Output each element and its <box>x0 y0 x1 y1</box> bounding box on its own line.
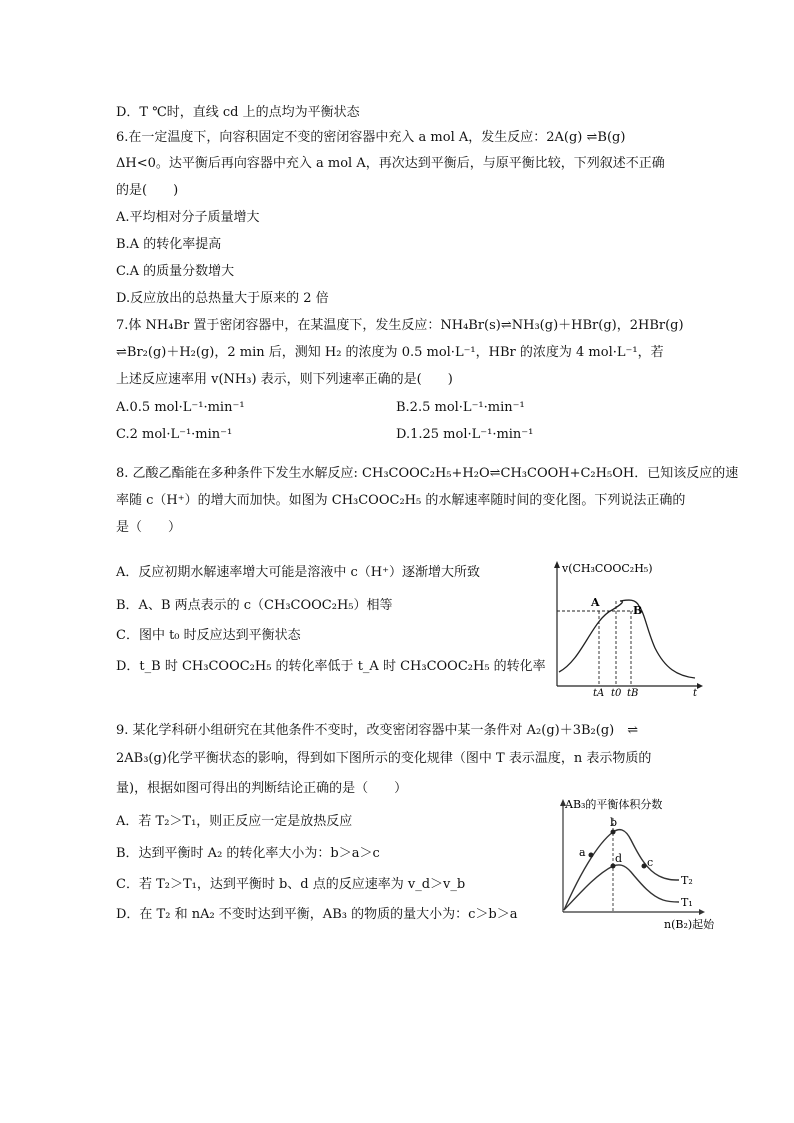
q9-stem-line1: 9. 某化学科研小组研究在其他条件不变时，改变密闭容器中某一条件对 A₂(g)＋3B₂(g) ⇌ <box>116 723 639 738</box>
q9-stem-line3: 量)，根据如图可得出的判断结论正确的是（ ） <box>116 781 408 796</box>
q6-option-a: A.平均相对分子质量增大 <box>116 210 260 225</box>
q9-point-b-label: b <box>610 816 618 829</box>
q8-x-axis-label: t <box>693 688 698 696</box>
q7-option-a: A.0.5 mol·L⁻¹·min⁻¹ <box>116 400 245 415</box>
q9-option-d: D．在 T₂ 和 nA₂ 不变时达到平衡，AB₃ 的物质的量大小为：c＞b＞a <box>116 907 518 922</box>
q6-stem-line2: ΔH<0。达平衡后再向容器中充入 a mol A，再次达到平衡后，与原平衡比较，下列叙述不正确 <box>116 156 665 171</box>
q8-stem-line2: 率随 c（H⁺）的增大而加快。如图为 CH₃COOC₂H₅ 的水解速率随时间的变化图。下列说法正确的 <box>116 493 686 508</box>
q9-point-d-label: d <box>615 852 623 865</box>
q9-x-axis-label: n(B₂)起始 <box>664 918 715 931</box>
q6-stem-line1: 6.在一定温度下，向容积固定不变的密闭容器中充入 a mol A，发生反应：2A(g) ⇌B(g) <box>116 130 626 145</box>
q8-option-b: B．A、B 两点表示的 c（CH₃COOC₂H₅）相等 <box>116 598 393 613</box>
q8-y-axis-label: v(CH₃COOC₂H₅) <box>562 562 653 575</box>
q8-point-b-label: B <box>633 604 643 617</box>
q8-tick-tb: tB <box>627 688 639 696</box>
q6-stem-line3: 的是( ) <box>116 183 179 198</box>
q9-option-c: C．若 T₂＞T₁，达到平衡时 b、d 点的反应速率为 v_d＞v_b <box>116 877 466 892</box>
q7-stem-line2: ⇌Br₂(g)＋H₂(g)，2 min 后，测知 H₂ 的浓度为 0.5 mol·L⁻¹，HBr 的浓度为 4 mol·L⁻¹，若 <box>116 345 664 360</box>
q8-option-c: C．图中 t₀ 时反应达到平衡状态 <box>116 628 301 643</box>
q8-stem-line3: 是（ ） <box>116 520 182 535</box>
q6-option-d: D.反应放出的总热量大于原来的 2 倍 <box>116 291 329 306</box>
q8-stem-line1: 8. 乙酸乙酯能在多种条件下发生水解反应: CH₃COOC₂H₅+H₂O⇌CH₃COOH+C₂H₅OH．已知该反应的速 <box>116 466 739 481</box>
q7-option-b: B.2.5 mol·L⁻¹·min⁻¹ <box>396 400 525 415</box>
q8-tick-t0: t0 <box>611 688 622 696</box>
q9-option-b: B．达到平衡时 A₂ 的转化率大小为：b＞a＞c <box>116 846 380 861</box>
q8-option-d: D．t_B 时 CH₃COOC₂H₅ 的转化率低于 t_A 时 CH₃COOC₂H₅ 的转化率 <box>116 659 546 674</box>
q9-point-a-label: a <box>579 846 586 859</box>
q7-option-d: D.1.25 mol·L⁻¹·min⁻¹ <box>396 427 534 442</box>
q5-option-d: D．T ℃时，直线 cd 上的点均为平衡状态 <box>116 105 360 120</box>
q6-option-c: C.A 的质量分数增大 <box>116 264 235 279</box>
q9-stem-line2: 2AB₃(g)化学平衡状态的影响，得到如下图所示的变化规律（图中 T 表示温度，n 表示物质的 <box>116 751 652 766</box>
q7-stem-line1: 7.体 NH₄Br 置于密闭容器中，在某温度下，发生反应：NH₄Br(s)⇌NH₃(g)＋HBr(g)，2HBr(g) <box>116 318 684 333</box>
q7-option-c: C.2 mol·L⁻¹·min⁻¹ <box>116 427 233 442</box>
q8-point-a-label: A <box>591 596 600 609</box>
q9-curve-t1-label: T₁ <box>681 896 693 909</box>
q9-point-c-label: c <box>647 856 654 869</box>
q9-option-a: A．若 T₂＞T₁，则正反应一定是放热反应 <box>116 814 353 829</box>
q9-equilibrium-figure <box>549 796 739 932</box>
q8-rate-time-figure <box>547 560 703 696</box>
q8-option-a: A．反应初期水解速率增大可能是溶液中 c（H⁺）逐渐增大所致 <box>116 565 481 580</box>
q8-tick-ta: tA <box>593 688 605 696</box>
q9-y-axis-label: AB₃的平衡体积分数 <box>565 798 663 811</box>
q7-stem-line3: 上述反应速率用 v(NH₃) 表示，则下列速率正确的是( ) <box>116 372 453 387</box>
q9-curve-t2-label: T₂ <box>681 874 693 887</box>
q6-option-b: B.A 的转化率提高 <box>116 237 222 252</box>
